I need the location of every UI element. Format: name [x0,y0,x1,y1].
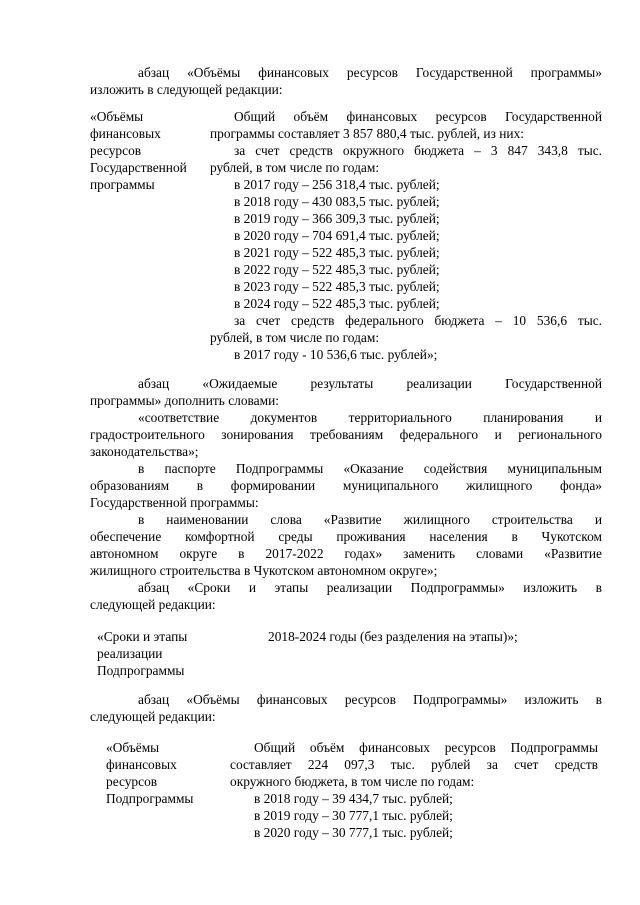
table-value-line: в 2019 году – 30 777,1 тыс. рублей; [254,808,453,823]
table-value-line: за счет средств окружного бюджета – 3 847 343,8 тыс. [234,143,602,158]
table-value-line: в 2023 году – 522 485,3 тыс. рублей; [234,279,440,294]
table-value-line: за счет средств федерального бюджета – 10 536,6 тыс. [234,313,602,328]
table-value-line: рублей, в том числе по годам: [210,160,380,175]
table-value-line: окружного бюджета, в том числе по годам: [230,774,475,789]
table-value-line: Общий объём финансовых ресурсов Подпрограммы [254,740,598,755]
table-value-line: Общий объём финансовых ресурсов Государственной [234,109,602,124]
text-line: Государственной программы: [90,495,259,510]
text-line: образованиям в формировании муниципального жилищного фонда» [90,478,602,493]
text-line: абзац «Ожидаемые результаты реализации Государственной [138,376,602,391]
table-label-line: Государственной [90,160,187,175]
table-label-line: финансовых [90,126,161,141]
table-value-line: в 2024 году – 522 485,3 тыс. рублей; [234,296,440,311]
text-line: в наименовании слова «Развитие жилищного строительства и [138,512,602,527]
table-value-line: в 2020 году – 30 777,1 тыс. рублей; [254,825,453,840]
text-line: следующей редакции: [90,709,216,724]
table-value-line: 2018-2024 годы (без разделения на этапы)»; [268,629,518,644]
text-line: обеспечение комфортной среды проживания населения в Чукотском [90,529,602,544]
table-label-line: Подпрограммы [97,663,185,678]
table-label-line: финансовых [106,757,177,772]
table-value-line: составляет 224 097,3 тыс. рублей за счет средств [230,757,598,772]
table-value-line: в 2022 году – 522 485,3 тыс. рублей; [234,262,440,277]
text-line: жилищного строительства в Чукотском автономном округе»; [90,563,438,578]
table-value-line: в 2021 году – 522 485,3 тыс. рублей; [234,245,440,260]
table-value-line: рублей, в том числе по годам: [210,330,380,345]
text-line: «соответствие документов территориального планирования и [138,410,602,425]
text-line: законодательства»; [90,444,199,459]
table-label-line: «Сроки и этапы [97,629,188,644]
text-line: следующей редакции: [90,597,216,612]
text-line: автономном округе в 2017-2022 годах» заменить словами «Развитие [90,546,602,561]
table-value-line: в 2017 году – 256 318,4 тыс. рублей; [234,177,440,192]
table-label-line: Подпрограммы [106,791,194,806]
table-value-line: в 2018 году – 430 083,5 тыс. рублей; [234,194,440,209]
table-value-line: в 2019 году – 366 309,3 тыс. рублей; [234,211,440,226]
table-label-line: «Объёмы [106,740,160,755]
text-line: абзац «Сроки и этапы реализации Подпрограммы» изложить в [138,580,602,595]
text-line: программы» дополнить словами: [90,393,279,408]
table-label-line: реализации [97,646,163,661]
table-value-line: программы составляет 3 857 880,4 тыс. рублей, из них: [210,126,524,141]
table-value-line: в 2020 году – 704 691,4 тыс. рублей; [234,228,440,243]
table-label-line: ресурсов [90,143,142,158]
text-line: абзац «Объёмы финансовых ресурсов Подпрограммы» изложить в [138,692,602,707]
table-label-line: ресурсов [106,774,158,789]
table-label-line: «Объёмы [90,109,144,124]
text-line: в паспорте Подпрограммы «Оказание содействия муниципальным [138,461,602,476]
table-value-line: в 2018 году – 39 434,7 тыс. рублей; [254,791,453,806]
table-label-line: программы [90,177,155,192]
table-value-line: в 2017 году - 10 536,6 тыс. рублей»; [234,347,438,362]
text-line: градостроительного зонирования требованиям федерального и регионального [90,427,602,442]
text-line: абзац «Объёмы финансовых ресурсов Государственной программы» [138,65,602,80]
text-line: изложить в следующей редакции: [90,82,283,97]
